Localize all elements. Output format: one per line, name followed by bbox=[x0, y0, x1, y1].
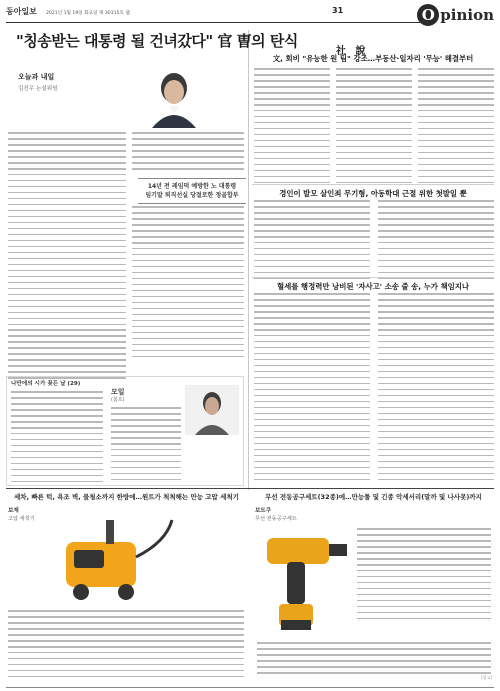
pull-quote-line-1: 14년 전 레임덕 예방한 노 대통령 bbox=[147, 183, 237, 190]
poem-author-photo bbox=[185, 385, 239, 435]
opinion-word: pinion bbox=[440, 6, 494, 24]
poem-box bbox=[6, 376, 244, 486]
pressure-washer-image bbox=[46, 512, 176, 602]
editorial-rule-2 bbox=[252, 277, 494, 278]
ad-section-divider bbox=[6, 488, 494, 489]
ad-right-body-a bbox=[357, 528, 491, 624]
column-name: 오늘과 내일 bbox=[18, 73, 55, 81]
ad-left-brand: 보제 bbox=[8, 508, 19, 514]
paper-name: 동아일보 bbox=[6, 7, 37, 16]
ad-left-body bbox=[8, 610, 244, 682]
editorial-2-body-b bbox=[378, 200, 494, 284]
editorial-rule-1 bbox=[252, 184, 494, 185]
editorial-3-body-b bbox=[378, 293, 494, 485]
ad-right-brand: 보트쿠 bbox=[255, 508, 272, 514]
page-number: 31 bbox=[332, 6, 344, 15]
ad-right-title: 무선 전동공구세트(32종)에…만능툴 및 긴종 악세서리(말까 및 나사못)까지 bbox=[265, 493, 482, 501]
dateline: 2021년 1월 19일 화요일 제 30315호 웹 bbox=[46, 11, 130, 16]
editorial-2-title[interactable]: 경인이 발모 살인죄 무기형, 아동학대 근절 위한 첫발일 뿐 bbox=[279, 189, 467, 198]
lead-body-col2 bbox=[132, 132, 244, 174]
lead-headline-area bbox=[6, 24, 298, 60]
poem-title: 모일 bbox=[111, 388, 125, 396]
editorial-label: 社 說 bbox=[336, 46, 369, 57]
author-photo bbox=[122, 64, 210, 128]
editorial-1-body-a bbox=[254, 68, 330, 188]
poem-author: (봄호) bbox=[111, 397, 125, 403]
opinion-o-icon: O bbox=[417, 4, 439, 26]
editorial-3-title[interactable]: 혈세를 행정력만 낭비된 '자사고' 소송 줄 송, 누가 책임지나 bbox=[276, 282, 470, 291]
lead-body-col1 bbox=[8, 132, 126, 383]
footer-rule bbox=[6, 687, 494, 688]
ad-right-product: 무선 전동공구세트 bbox=[255, 516, 297, 522]
editorial-2-body-a bbox=[254, 200, 370, 284]
editorial-1-title[interactable]: 文, 회비 "유능한 원 팀" 강조…부동산·일자리 '무능' 해결부터 bbox=[272, 54, 474, 63]
ad-power-tool-set[interactable] bbox=[253, 492, 494, 686]
poem-body-col2 bbox=[111, 407, 181, 485]
editorial-3-body-a bbox=[254, 293, 370, 485]
editorial-1-body-b bbox=[336, 68, 412, 188]
poem-series-label: 나만에의 시가 꽂든 날 (29) bbox=[11, 381, 81, 387]
lead-body-col2b bbox=[132, 206, 244, 362]
pull-quote-line-2: 임기말 퇴직선실 당절로한 정골합부 bbox=[145, 192, 239, 199]
footer-note: [광고] bbox=[481, 675, 492, 680]
power-drill-image bbox=[257, 528, 353, 638]
author-name: 김진우 논설위원 bbox=[18, 86, 58, 92]
ad-left-title: 세차, 빠른 턱, 욕조 벽, 물청소까지 한방에…원트가 척척해는 만능 고압 세척기 bbox=[14, 493, 239, 501]
pull-quote bbox=[138, 178, 246, 204]
ad-pressure-washer[interactable] bbox=[6, 492, 247, 686]
lead-headline[interactable]: "칭송받는 대통령 될 건녀갔다" 官 曺의 탄식 bbox=[16, 32, 298, 50]
column-divider bbox=[248, 30, 249, 490]
editorial-1-body-c bbox=[418, 68, 494, 188]
ad-right-body-b bbox=[257, 642, 491, 678]
header-rule bbox=[6, 22, 430, 23]
column-byline bbox=[18, 72, 98, 92]
poem-body-col1 bbox=[11, 391, 103, 487]
ad-left-product: 고압 세척기 bbox=[8, 516, 35, 522]
